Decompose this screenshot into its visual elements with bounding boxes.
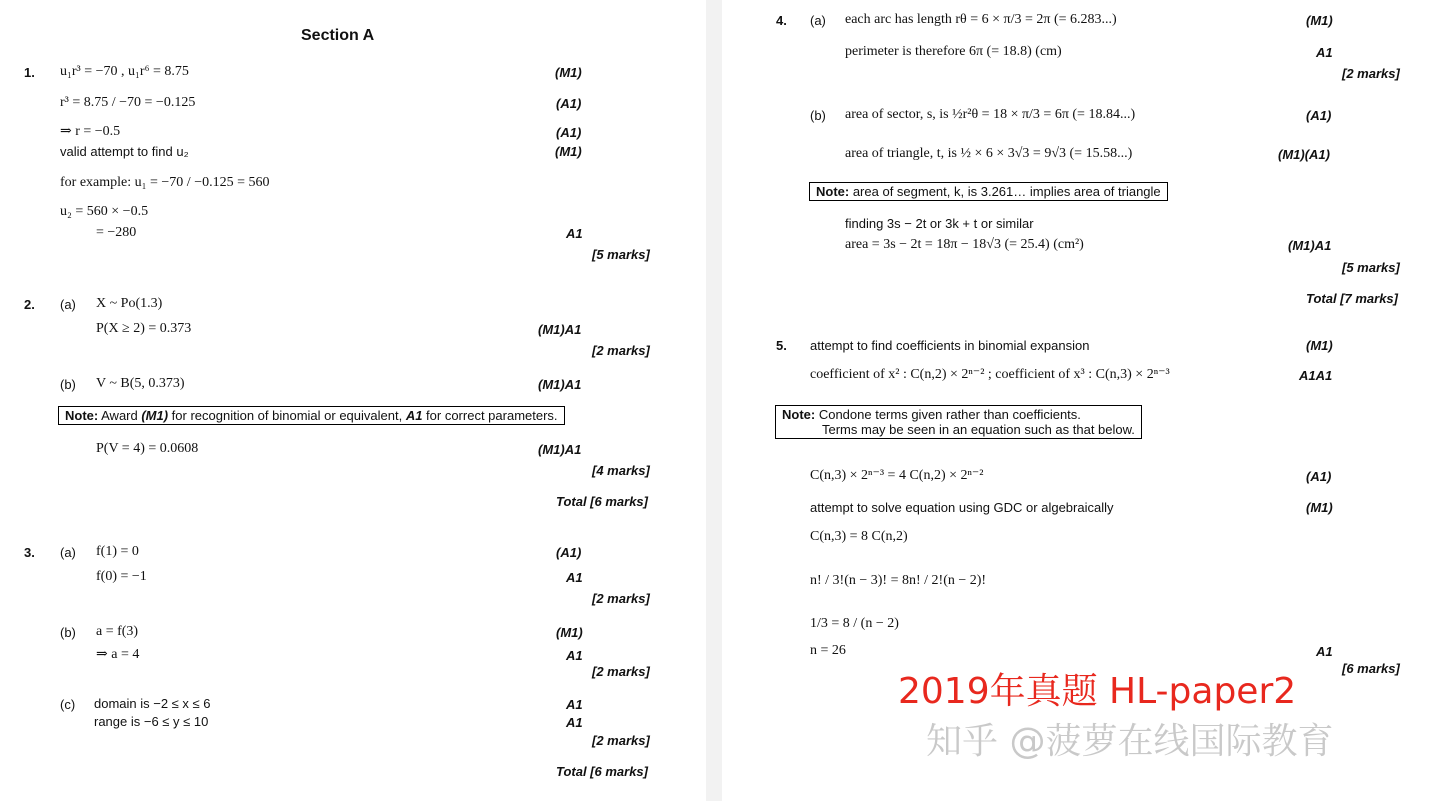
q3-mark: (A1) [556, 545, 582, 560]
q3-line: ⇒ a = 4 [96, 647, 140, 662]
q2-number: 2. [24, 297, 35, 312]
q2-line: X ~ Po(1.3) [96, 296, 163, 311]
q4-line: area = 3s − 2t = 18π − 18√3 (= 25.4) (cm²) [845, 237, 1084, 252]
note-text: area of segment, k, is 3.261… implies area of triangle [849, 184, 1161, 199]
q1-mark: (M1) [555, 144, 582, 159]
q3-line: f(1) = 0 [96, 544, 139, 559]
q4-part-a-label: (a) [810, 13, 826, 28]
q4-mark: A1 [1316, 45, 1333, 60]
q4-total: Total [7 marks] [1306, 291, 1398, 306]
q5-line: n! / 3!(n − 3)! = 8n! / 2!(n − 2)! [810, 573, 987, 588]
q3-part-c-label: (c) [60, 697, 76, 712]
q2-line: V ~ B(5, 0.373) [96, 376, 185, 391]
q4-mark: (M1)(A1) [1278, 147, 1330, 162]
q2-mark: (M1)A1 [538, 377, 582, 392]
q1-mark: (A1) [556, 96, 582, 111]
note-mark: (M1) [141, 408, 169, 423]
q5-mark: A1A1 [1299, 368, 1333, 383]
q5-line: attempt to solve equation using GDC or algebraically [810, 500, 1114, 515]
right-page [722, 0, 1440, 801]
q5-line: 1/3 = 8 / (n − 2) [810, 616, 899, 631]
q2-total: Total [6 marks] [556, 494, 648, 509]
q4-line: area of triangle, t, is ½ × 6 × 3√3 = 9√3 (= 15.58...) [845, 146, 1133, 161]
q1-line: for example: u₁ = −70 / −0.125 = 560 [60, 175, 270, 190]
q3-line: range is −6 ≤ y ≤ 10 [94, 714, 209, 729]
q2-b-total: [4 marks] [592, 463, 650, 478]
q5-line: coefficient of x² : C(n,2) × 2ⁿ⁻² ; coefficient of x³ : C(n,3) × 2ⁿ⁻³ [810, 367, 1170, 382]
q1-line: ⇒ r = −0.5 [60, 124, 121, 139]
q3-mark: (M1) [556, 625, 583, 640]
q3-mark: A1 [566, 697, 583, 712]
q3-c-total: [2 marks] [592, 733, 650, 748]
q5-total: [6 marks] [1342, 661, 1400, 676]
q3-a-total: [2 marks] [592, 591, 650, 606]
note-lead: Note: [782, 407, 816, 422]
watermark-title: 2019年真题 HL-paper2 [898, 671, 1297, 712]
q4-a-total: [2 marks] [1342, 66, 1400, 81]
q2-line: P(X ≥ 2) = 0.373 [96, 321, 192, 336]
note-text: Award [98, 408, 142, 423]
q5-mark: A1 [1316, 644, 1333, 659]
q2-note-box [58, 406, 565, 425]
q3-number: 3. [24, 545, 35, 560]
q5-mark: (A1) [1306, 469, 1332, 484]
q4-line: perimeter is therefore 6π (= 18.8) (cm) [845, 44, 1062, 59]
q5-number: 5. [776, 338, 787, 353]
left-page [0, 0, 706, 801]
section-title: Section A [301, 27, 375, 44]
q1-line: r³ = 8.75 / −70 = −0.125 [60, 95, 196, 110]
q3-part-b-label: (b) [60, 625, 76, 640]
q4-mark: (M1)A1 [1288, 238, 1332, 253]
q3-mark: A1 [566, 570, 583, 585]
q4-b-total: [5 marks] [1342, 260, 1400, 275]
note-lead: Note: [816, 184, 850, 199]
note-text: for recognition of binomial or equivalent, [168, 408, 406, 423]
q2-part-b-label: (b) [60, 377, 76, 392]
q1-line: valid attempt to find u₂ [60, 144, 189, 159]
q1-line: u₁r³ = −70 , u₁r⁶ = 8.75 [60, 64, 189, 79]
note-text: Condone terms given rather than coefficients. [815, 407, 1081, 422]
q4-line: area of sector, s, is ½r²θ = 18 × π/3 = 6π (= 18.84...) [845, 107, 1136, 122]
q5-line: n = 26 [810, 643, 846, 658]
q4-line: each arc has length rθ = 6 × π/3 = 2π (= 6.283...) [845, 12, 1117, 27]
q2-mark: (M1)A1 [538, 322, 582, 337]
note-mark: A1 [405, 408, 423, 423]
q1-line: = −280 [96, 225, 137, 240]
q5-line: C(n,3) = 8 C(n,2) [810, 529, 908, 544]
q3-mark: A1 [566, 715, 583, 730]
q5-line: attempt to find coefficients in binomial expansion [810, 338, 1090, 353]
q2-mark: (M1)A1 [538, 442, 582, 457]
note-text: Terms may be seen in an equation such as that below. [822, 422, 1135, 437]
q2-a-total: [2 marks] [592, 343, 650, 358]
note-lead: Note: [65, 408, 99, 423]
q3-part-a-label: (a) [60, 545, 76, 560]
q3-b-total: [2 marks] [592, 664, 650, 679]
q4-mark: (A1) [1306, 108, 1332, 123]
q4-part-b-label: (b) [810, 108, 826, 123]
q1-number: 1. [24, 65, 35, 80]
q4-note-box [809, 182, 1168, 201]
q4-mark: (M1) [1306, 13, 1333, 28]
q4-number: 4. [776, 13, 787, 28]
q1-mark: (M1) [555, 65, 582, 80]
q3-total: Total [6 marks] [556, 764, 648, 779]
q1-mark: (A1) [556, 125, 582, 140]
q5-mark: (M1) [1306, 338, 1333, 353]
q5-note-box [775, 405, 1142, 439]
q3-line: a = f(3) [96, 624, 139, 639]
q3-line: domain is −2 ≤ x ≤ 6 [94, 696, 211, 711]
q2-line: P(V = 4) = 0.0608 [96, 441, 199, 456]
q5-mark: (M1) [1306, 500, 1333, 515]
q2-part-a-label: (a) [60, 297, 76, 312]
q5-line: C(n,3) × 2ⁿ⁻³ = 4 C(n,2) × 2ⁿ⁻² [810, 468, 984, 483]
q1-mark: A1 [566, 226, 583, 241]
q3-mark: A1 [566, 648, 583, 663]
watermark-credit: 知乎 @菠萝在线国际教育 [926, 721, 1334, 762]
note-text: for correct parameters. [422, 408, 558, 423]
page-gutter [706, 0, 722, 801]
q1-line: u₂ = 560 × −0.5 [60, 204, 149, 219]
q4-line: finding 3s − 2t or 3k + t or similar [845, 216, 1034, 231]
q3-line: f(0) = −1 [96, 569, 147, 584]
q1-total: [5 marks] [592, 247, 650, 262]
